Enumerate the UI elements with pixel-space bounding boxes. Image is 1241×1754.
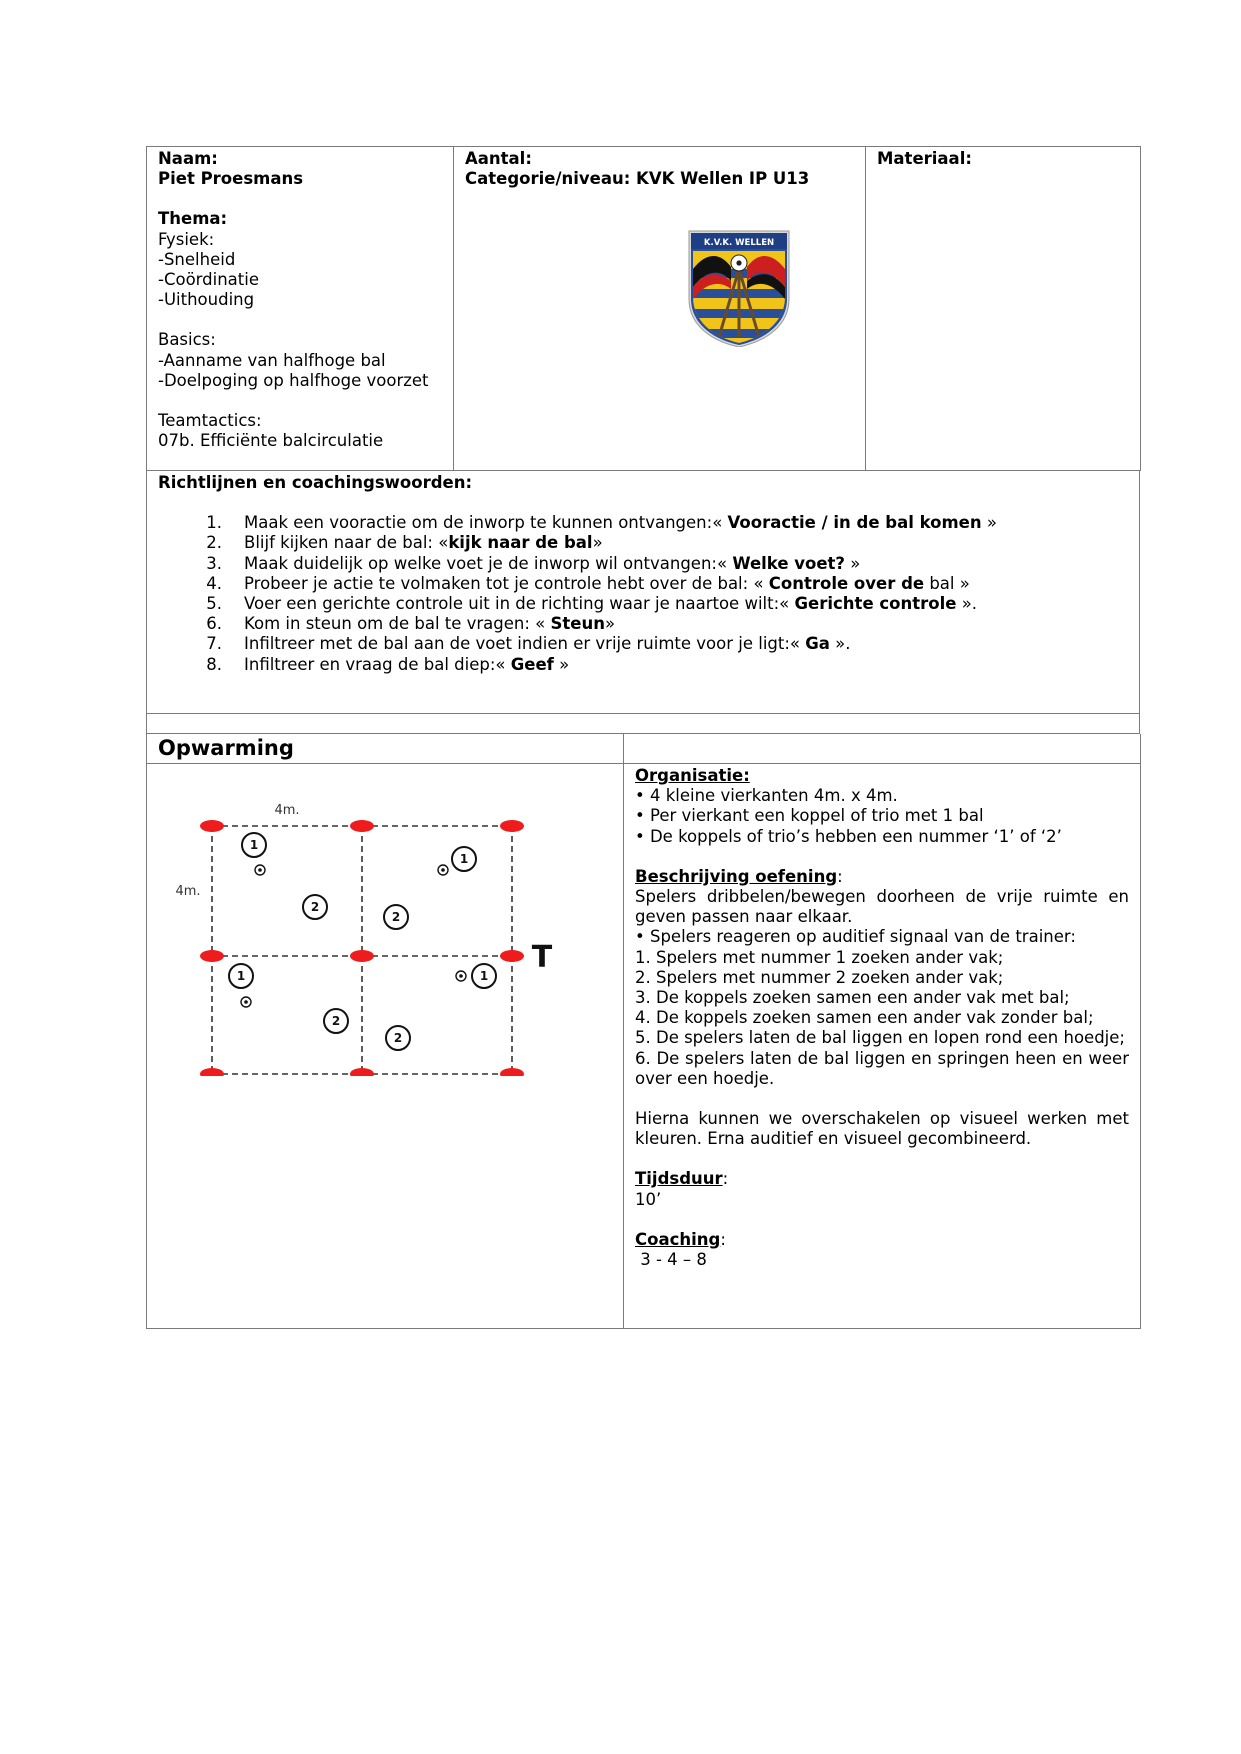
description-cell: Organisatie: • 4 kleine vierkanten 4m. x 4m. • Per vierkant een koppel of trio met 1 bal • De koppels of trio’s hebben een nummer ‘1’ of ‘2’ Beschrijving oefening: Spelers dribbelen/bewegen doorheen de vrije ruimte en geven passen naar elkaar. • Spelers reageren op auditief signaal van de trainer: 1. Spelers met nummer 1 zoeken ander vak; 2. Spelers met nummer 2 zoeken ander vak; 3. De koppels zoeken samen een ander vak met bal; 4. De koppels zoeken samen een ander vak zonder bal; 5. De spelers laten de bal liggen en lopen rond een hoedje; 6. De spelers laten de bal liggen en springen heen en weer over een hoedje. Hierna kunnen we overschakelen op visueel werken met kleuren. Erna auditief en visueel gecombineerd. Tijdsduur: 10’ Coaching: 3 - 4 – 8: [624, 764, 1141, 1329]
player-number: 1: [236, 969, 246, 983]
height-label: 4m.: [175, 884, 201, 899]
richtlijn-text-part: Blijf kijken naar de bal: «: [244, 533, 449, 553]
beschrijving-item: 2. Spelers met nummer 2 zoeken ander vak;: [635, 967, 1004, 987]
player-number: 2: [331, 1014, 341, 1028]
field-diagram: [158, 776, 558, 1076]
richtlijn-item: [158, 655, 1128, 675]
richtlijn-text-part: ».: [829, 634, 851, 654]
richtlijn-text-part: Gerichte controle: [794, 594, 957, 614]
organisatie-item: • 4 kleine vierkanten 4m. x 4m.: [635, 786, 898, 806]
beschrijving-label: Beschrijving oefening: [635, 866, 838, 886]
richtlijn-text-part: »: [592, 533, 603, 553]
richtlijn-number: 3.: [206, 553, 222, 573]
richtlijn-text-part: Geef: [510, 654, 554, 674]
tijdsduur-value: 10’: [635, 1189, 662, 1209]
coaching-value: 3 - 4 – 8: [635, 1250, 707, 1270]
basics-line: -Doelpoging op halfhoge voorzet: [158, 370, 429, 390]
player-number: 1: [459, 852, 469, 866]
ball-icons: [241, 865, 466, 1007]
richtlijn-text-part: »: [845, 553, 861, 573]
width-label: 4m.: [274, 803, 300, 818]
thema-line: -Uithouding: [158, 290, 255, 310]
richtlijn-text: [244, 614, 615, 634]
richtlijn-text-part: Infiltreer en vraag de bal diep:«: [244, 654, 511, 674]
naam-value: Piet Proesmans: [158, 169, 304, 189]
richtlijn-item: [158, 533, 1128, 553]
thema-line: -Snelheid: [158, 249, 236, 269]
teamtactics-line: Teamtactics:: [158, 411, 262, 431]
richtlijnen-cell: [147, 471, 1140, 713]
club-logo: [687, 229, 791, 347]
organisatie-item: • Per vierkant een koppel of trio met 1 bal: [635, 806, 984, 826]
opwarming-empty-cell: [624, 734, 1141, 764]
coaching-label: Coaching: [635, 1229, 721, 1249]
richtlijnen-title: Richtlijnen en coachingswoorden:: [158, 473, 473, 492]
cone: [350, 820, 374, 832]
ball-icon: [241, 997, 251, 1007]
player-number: 1: [479, 969, 489, 983]
richtlijn-number: 1.: [206, 513, 222, 533]
cone: [350, 1068, 374, 1076]
aantal-cell: [454, 147, 866, 471]
player-number: 2: [391, 910, 401, 924]
richtlijn-text: [244, 655, 569, 675]
thema-line: -Coördinatie: [158, 270, 259, 290]
thema-label: Thema:: [158, 209, 228, 229]
beschrijving-intro: Spelers dribbelen/bewegen doorheen de vrije ruimte en geven passen naar elkaar.: [635, 887, 1129, 927]
spacer-cell: [147, 713, 1140, 733]
player-number: 1: [249, 838, 259, 852]
materiaal-cell: [866, 147, 1141, 471]
player-number: 2: [310, 900, 320, 914]
ball-icon: [438, 865, 448, 875]
session-sheet: [146, 146, 1140, 1329]
richtlijn-item: [158, 513, 1128, 533]
richtlijn-text-part: »: [981, 513, 997, 533]
richtlijn-number: 2.: [206, 533, 222, 553]
basics-line: Basics:: [158, 330, 216, 350]
richtlijn-item: [158, 574, 1128, 594]
naam-label: Naam:: [158, 149, 218, 168]
thema-line: Fysiek:: [158, 229, 215, 249]
richtlijn-text-part: »: [605, 614, 616, 634]
beschrijving-item: 4. De koppels zoeken samen een ander vak zonder bal;: [635, 1008, 1094, 1028]
header-table: [146, 146, 1141, 471]
richtlijn-number: 7.: [206, 634, 222, 654]
organisatie-label: Organisatie:: [635, 766, 750, 785]
cone: [500, 950, 524, 962]
diagram-cell: [147, 764, 624, 1329]
beschrijving-item: 3. De koppels zoeken samen een ander vak met bal;: [635, 988, 1070, 1008]
richtlijn-text-part: ».: [956, 594, 978, 614]
richtlijn-text-part: Ga: [805, 634, 830, 654]
richtlijn-text-part: Kom in steun om de bal te vragen: «: [244, 614, 551, 634]
richtlijn-text-part: Maak een vooractie om de inworp te kunnen ontvangen:«: [244, 513, 728, 533]
richtlijn-text-part: Welke voet?: [732, 553, 845, 573]
cone: [200, 1068, 224, 1076]
richtlijn-text-part: bal »: [924, 573, 970, 593]
richtlijn-item: [158, 614, 1128, 634]
richtlijn-text-part: Voer een gerichte controle uit in de richting waar je naartoe wilt:«: [244, 594, 795, 614]
organisatie-item: • De koppels of trio’s hebben een nummer ‘1’ of ‘2’: [635, 826, 1062, 846]
tijdsduur-label: Tijdsduur: [635, 1169, 723, 1189]
richtlijn-text: [244, 634, 851, 654]
richtlijn-text-part: kijk naar de bal: [448, 533, 593, 553]
cone: [200, 950, 224, 962]
basics-line: -Aanname van halfhoge bal: [158, 350, 386, 370]
beschrijving-item: 6. De spelers laten de bal liggen en springen heen en weer over een hoedje.: [635, 1048, 1129, 1088]
cone: [350, 950, 374, 962]
hierna-text: Hierna kunnen we overschakelen op visueel werken met kleuren. Erna auditief en visueel gecombineerd.: [635, 1109, 1129, 1149]
richtlijn-text-part: Controle over de: [768, 573, 925, 593]
richtlijn-text: [244, 533, 603, 553]
cone: [500, 820, 524, 832]
richtlijn-text: [244, 554, 860, 574]
categorie-label: Categorie/niveau: KVK Wellen IP U13: [465, 169, 810, 189]
richtlijn-text-part: Probeer je actie te volmaken tot je controle hebt over de bal: «: [244, 573, 769, 593]
richtlijn-item: [158, 554, 1128, 574]
richtlijn-item: [158, 634, 1128, 654]
richtlijn-text-part: Vooractie / in de bal komen: [727, 513, 982, 533]
richtlijn-text-part: Infiltreer met de bal aan de voet indien er vrije ruimte voor je ligt:«: [244, 634, 806, 654]
cone: [200, 820, 224, 832]
richtlijn-number: 4.: [206, 573, 222, 593]
aantal-label: Aantal:: [465, 149, 532, 168]
richtlijnen-table: [146, 471, 1140, 734]
richtlijn-text-part: Steun: [550, 614, 605, 634]
opwarming-title-cell: [147, 734, 624, 764]
beschrijving-item: 5. De spelers laten de bal liggen en lopen rond een hoedje;: [635, 1028, 1125, 1048]
opwarming-table: [146, 734, 1141, 1330]
logo-text: K.V.K. WELLEN: [703, 238, 775, 249]
richtlijn-number: 8.: [206, 654, 222, 674]
beschrijving-item: • Spelers reageren op auditief signaal van de trainer:: [635, 927, 1076, 947]
materiaal-label: Materiaal:: [877, 149, 972, 168]
ball-icon: [456, 971, 466, 981]
beschrijving-item: 1. Spelers met nummer 1 zoeken ander vak;: [635, 947, 1004, 967]
richtlijnen-list: [158, 513, 1128, 675]
richtlijn-text: [244, 574, 970, 594]
naam-cell: [147, 147, 454, 471]
ball-icon: [255, 865, 265, 875]
cone: [500, 1068, 524, 1076]
richtlijn-text: [244, 594, 977, 614]
opwarming-title: Opwarming: [158, 735, 294, 760]
teamtactics-line: 07b. Efficiënte balcirculatie: [158, 431, 384, 451]
richtlijn-item: [158, 594, 1128, 614]
richtlijn-text-part: »: [553, 654, 570, 674]
richtlijn-number: 5.: [206, 594, 222, 614]
richtlijn-text-part: Maak duidelijk op welke voet je de inworp wil ontvangen:«: [244, 553, 733, 573]
trainer-label: T: [531, 940, 553, 975]
richtlijn-text: [244, 513, 997, 533]
richtlijn-number: 6.: [206, 614, 222, 634]
player-number: 2: [393, 1031, 403, 1045]
